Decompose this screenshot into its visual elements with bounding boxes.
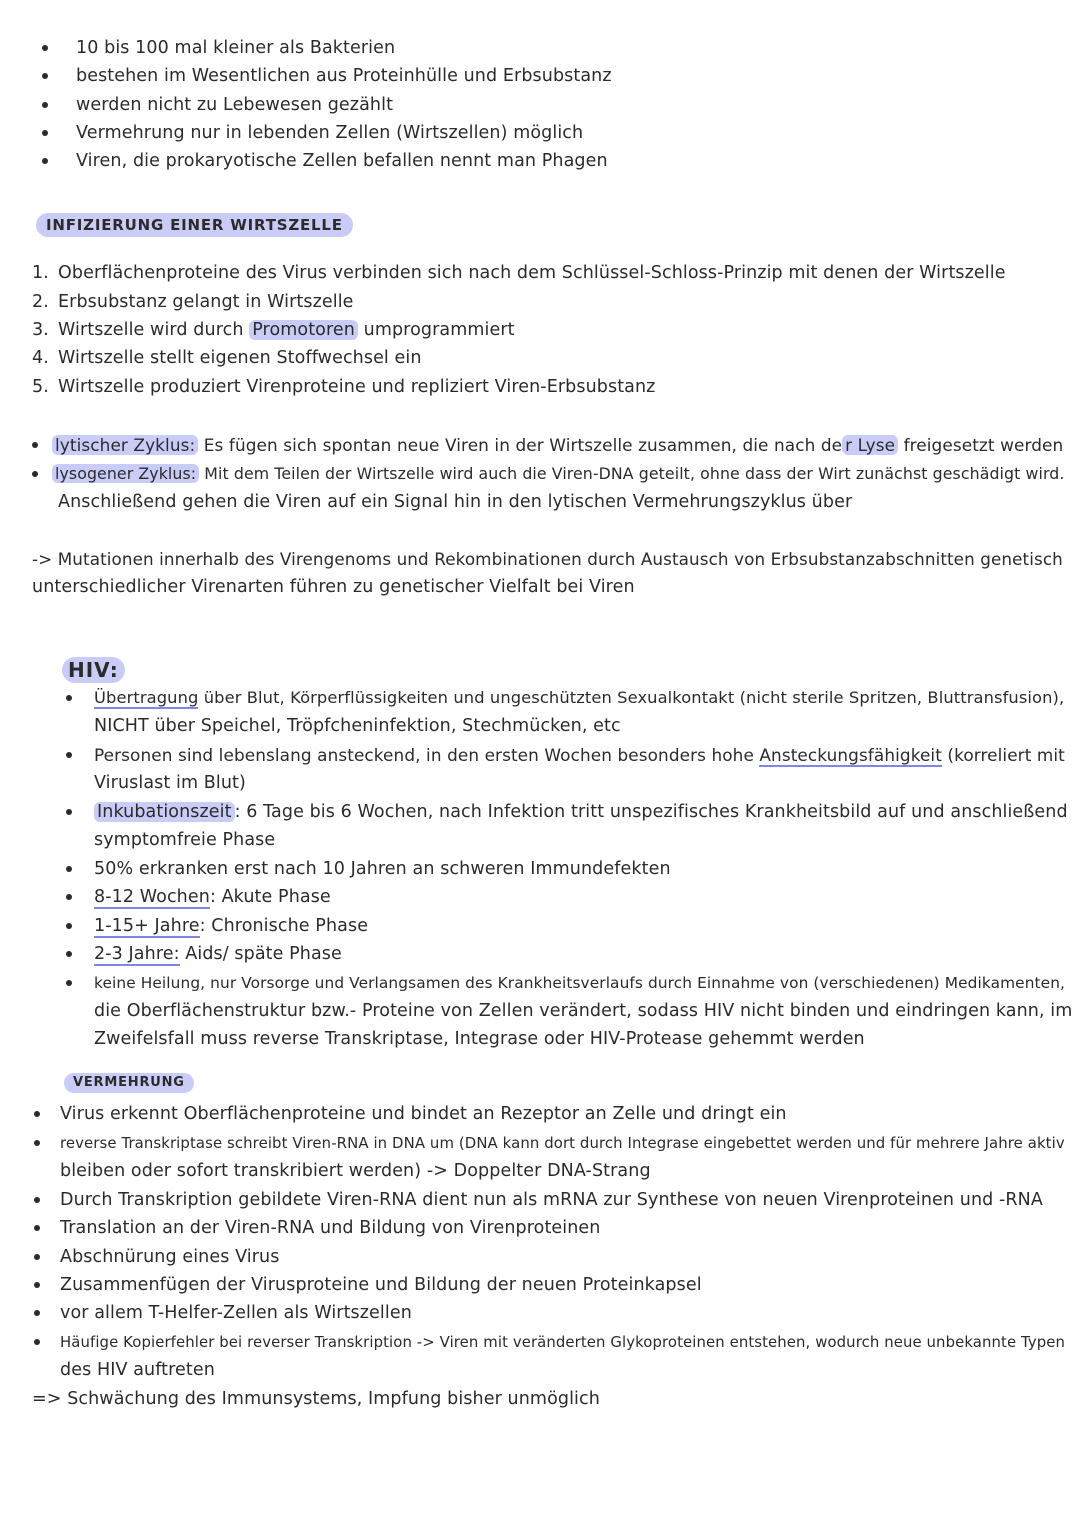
list-item-cont: bleiben oder sofort transkribiert werden) -> Doppelter DNA-Strang (60, 1161, 651, 1181)
bullet (66, 894, 72, 900)
section-heading-hiv: HIV: (62, 657, 125, 683)
lysogenic-text: Mit dem Teilen der Wirtszelle wird auch die Viren-DNA geteilt, ohne dass der Wirt zunächst geschädigt wird. (204, 464, 1065, 483)
step-text-part: umprogrammiert (363, 320, 515, 340)
list-item: Zusammenfügen der Virusproteine und Bildung der neuen Proteinkapsel (60, 1275, 702, 1295)
conclusion-line: unterschiedlicher Virenarten führen zu genetischer Vielfalt bei Viren (32, 577, 635, 597)
bullet (34, 1282, 40, 1288)
list-item-cont: des HIV auftreten (60, 1360, 215, 1380)
list-item (94, 940, 342, 968)
bullet (66, 980, 72, 986)
list-item: werden nicht zu Lebewesen gezählt (76, 95, 394, 115)
bullet (66, 809, 72, 815)
section-heading-replication: VERMEHRUNG (64, 1073, 194, 1093)
list-item: reverse Transkriptase schreibt Viren-RNA in DNA um (DNA kann dort durch Integrase eingebettet werden und für mehrere Jahre aktiv (60, 1134, 1065, 1152)
conclusion-line: -> Mutationen innerhalb des Virengenoms und Rekombinationen durch Austausch von Erbsubstanzabschnitten genetisch (32, 549, 1063, 569)
list-item: 50% erkranken erst nach 10 Jahren an schweren Immundefekten (94, 859, 671, 879)
list-item-text: : Akute Phase (209, 887, 331, 907)
highlight-inkubationszeit: Inkubationszeit (94, 802, 235, 822)
list-item (94, 741, 1065, 769)
final-conclusion: => Schwächung des Immunsystems, Impfung bisher unmöglich (32, 1389, 600, 1409)
lytic-text: freigesetzt werden (903, 435, 1064, 455)
highlight-lytic-term: lytischer Zyklus: (52, 435, 198, 455)
list-item (94, 684, 1064, 712)
list-item: Virus erkennt Oberflächenproteine und bindet an Rezeptor an Zelle und dringt ein (60, 1104, 787, 1124)
highlight-lysogenic-term: lysogener Zyklus: (52, 464, 199, 483)
underline-chronic: 1-15+ Jahre (94, 916, 200, 936)
bullet (34, 1197, 40, 1203)
list-item-text: : Chronische Phase (199, 916, 369, 936)
step-text: Erbsubstanz gelangt in Wirtszelle (58, 292, 354, 312)
list-item: Vermehrung nur in lebenden Zellen (Wirtszellen) möglich (76, 123, 584, 143)
bullet (32, 471, 38, 477)
step-text (58, 316, 515, 344)
lysogenic-cycle (52, 460, 1064, 488)
list-item: vor allem T-Helfer-Zellen als Wirtszellen (60, 1303, 412, 1323)
step-text: Wirtszelle stellt eigenen Stoffwechsel ein (58, 348, 422, 368)
bullet (34, 1225, 40, 1231)
highlight-promotoren: Promotoren (249, 320, 358, 340)
bullet (32, 442, 38, 448)
list-item: keine Heilung, nur Vorsorge und Verlangsamen des Krankheitsverlaufs durch Einnahme von (verschiedenen) Medikamenten, (94, 974, 1066, 992)
list-item (94, 883, 331, 911)
bullet (66, 866, 72, 872)
step-text-part: Wirtszelle wird durch (58, 320, 244, 340)
list-item-cont: Viruslast im Blut) (94, 773, 246, 793)
step-text: Wirtszelle produziert Virenproteine und repliziert Viren-Erbsubstanz (58, 377, 656, 397)
step-number: 2. (32, 292, 49, 312)
lytic-cycle (52, 431, 1063, 459)
bullet (42, 158, 48, 164)
list-item: Häufige Kopierfehler bei reverser Transkription -> Viren mit veränderten Glykoproteinen entstehen, wodurch neue unbekannte Typen (60, 1333, 1066, 1351)
list-item-cont: NICHT über Speichel, Tröpfcheninfektion, Stechmücken, etc (94, 716, 621, 736)
bullet (66, 695, 72, 701)
bullet (66, 951, 72, 957)
underline-ansteckungsfaehigkeit: Ansteckungsfähigkeit (759, 745, 942, 765)
bullet (42, 130, 48, 136)
list-item: Durch Transkription gebildete Viren-RNA dient nun als mRNA zur Synthese von neuen Virenproteinen und -RNA (60, 1190, 1043, 1210)
list-item-text: Personen sind lebenslang ansteckend, in den ersten Wochen besonders hohe (94, 745, 754, 765)
list-item: Translation an der Viren-RNA und Bildung von Virenproteinen (60, 1218, 601, 1238)
list-item-cont: symptomfreie Phase (94, 830, 276, 850)
list-item-text: (korreliert mit (947, 745, 1065, 765)
list-item: Viren, die prokaryotische Zellen befallen nennt man Phagen (76, 151, 608, 171)
underline-acute: 8-12 Wochen (94, 887, 210, 907)
bullet (34, 1310, 40, 1316)
bullet (34, 1339, 40, 1345)
bullet (34, 1140, 40, 1146)
bullet (66, 923, 72, 929)
list-item-text: über Blut, Körperflüssigkeiten und ungeschützten Sexualkontakt (nicht sterile Spritzen, Bluttransfusion), (203, 688, 1065, 707)
step-number: 5. (32, 377, 49, 397)
bullet (42, 73, 48, 79)
lytic-text: Es fügen sich spontan neue Viren in der Wirtszelle zusammen, die nach de (203, 435, 843, 455)
underline-uebertragung: Übertragung (94, 688, 199, 707)
list-item-cont: Zweifelsfall muss reverse Transkriptase, Integrase oder HIV-Protease gehemmt werden (94, 1029, 865, 1049)
section-heading-infection: INFIZIERUNG EINER WIRTSZELLE (36, 213, 353, 237)
step-text: Oberflächenproteine des Virus verbinden sich nach dem Schlüssel-Schloss-Prinzip mit denen der Wirtszelle (58, 263, 1006, 283)
list-item: 10 bis 100 mal kleiner als Bakterien (76, 38, 396, 58)
bullet (34, 1254, 40, 1260)
underline-late: 2-3 Jahre: (94, 944, 180, 964)
list-item: bestehen im Wesentlichen aus Proteinhülle und Erbsubstanz (76, 66, 612, 86)
list-item: Abschnürung eines Virus (60, 1247, 280, 1267)
list-item-text: : 6 Tage bis 6 Wochen, nach Infektion tritt unspezifisches Krankheitsbild auf und anschließend (234, 802, 1068, 822)
bullet (66, 752, 72, 758)
list-item (94, 912, 368, 940)
list-item-cont: die Oberflächenstruktur bzw.- Proteine von Zellen verändert, sodass HIV nicht binden und eindringen kann, im (94, 1001, 1073, 1021)
list-item-text: Aids/ späte Phase (185, 944, 342, 964)
step-number: 4. (32, 348, 49, 368)
step-number: 1. (32, 263, 49, 283)
lysogenic-text-cont: Anschließend gehen die Viren auf ein Signal hin in den lytischen Vermehrungszyklus über (58, 492, 853, 512)
bullet (42, 102, 48, 108)
step-number: 3. (32, 320, 49, 340)
bullet (42, 45, 48, 51)
highlight-lyse: r Lyse (842, 435, 898, 455)
bullet (34, 1111, 40, 1117)
list-item (94, 798, 1068, 826)
